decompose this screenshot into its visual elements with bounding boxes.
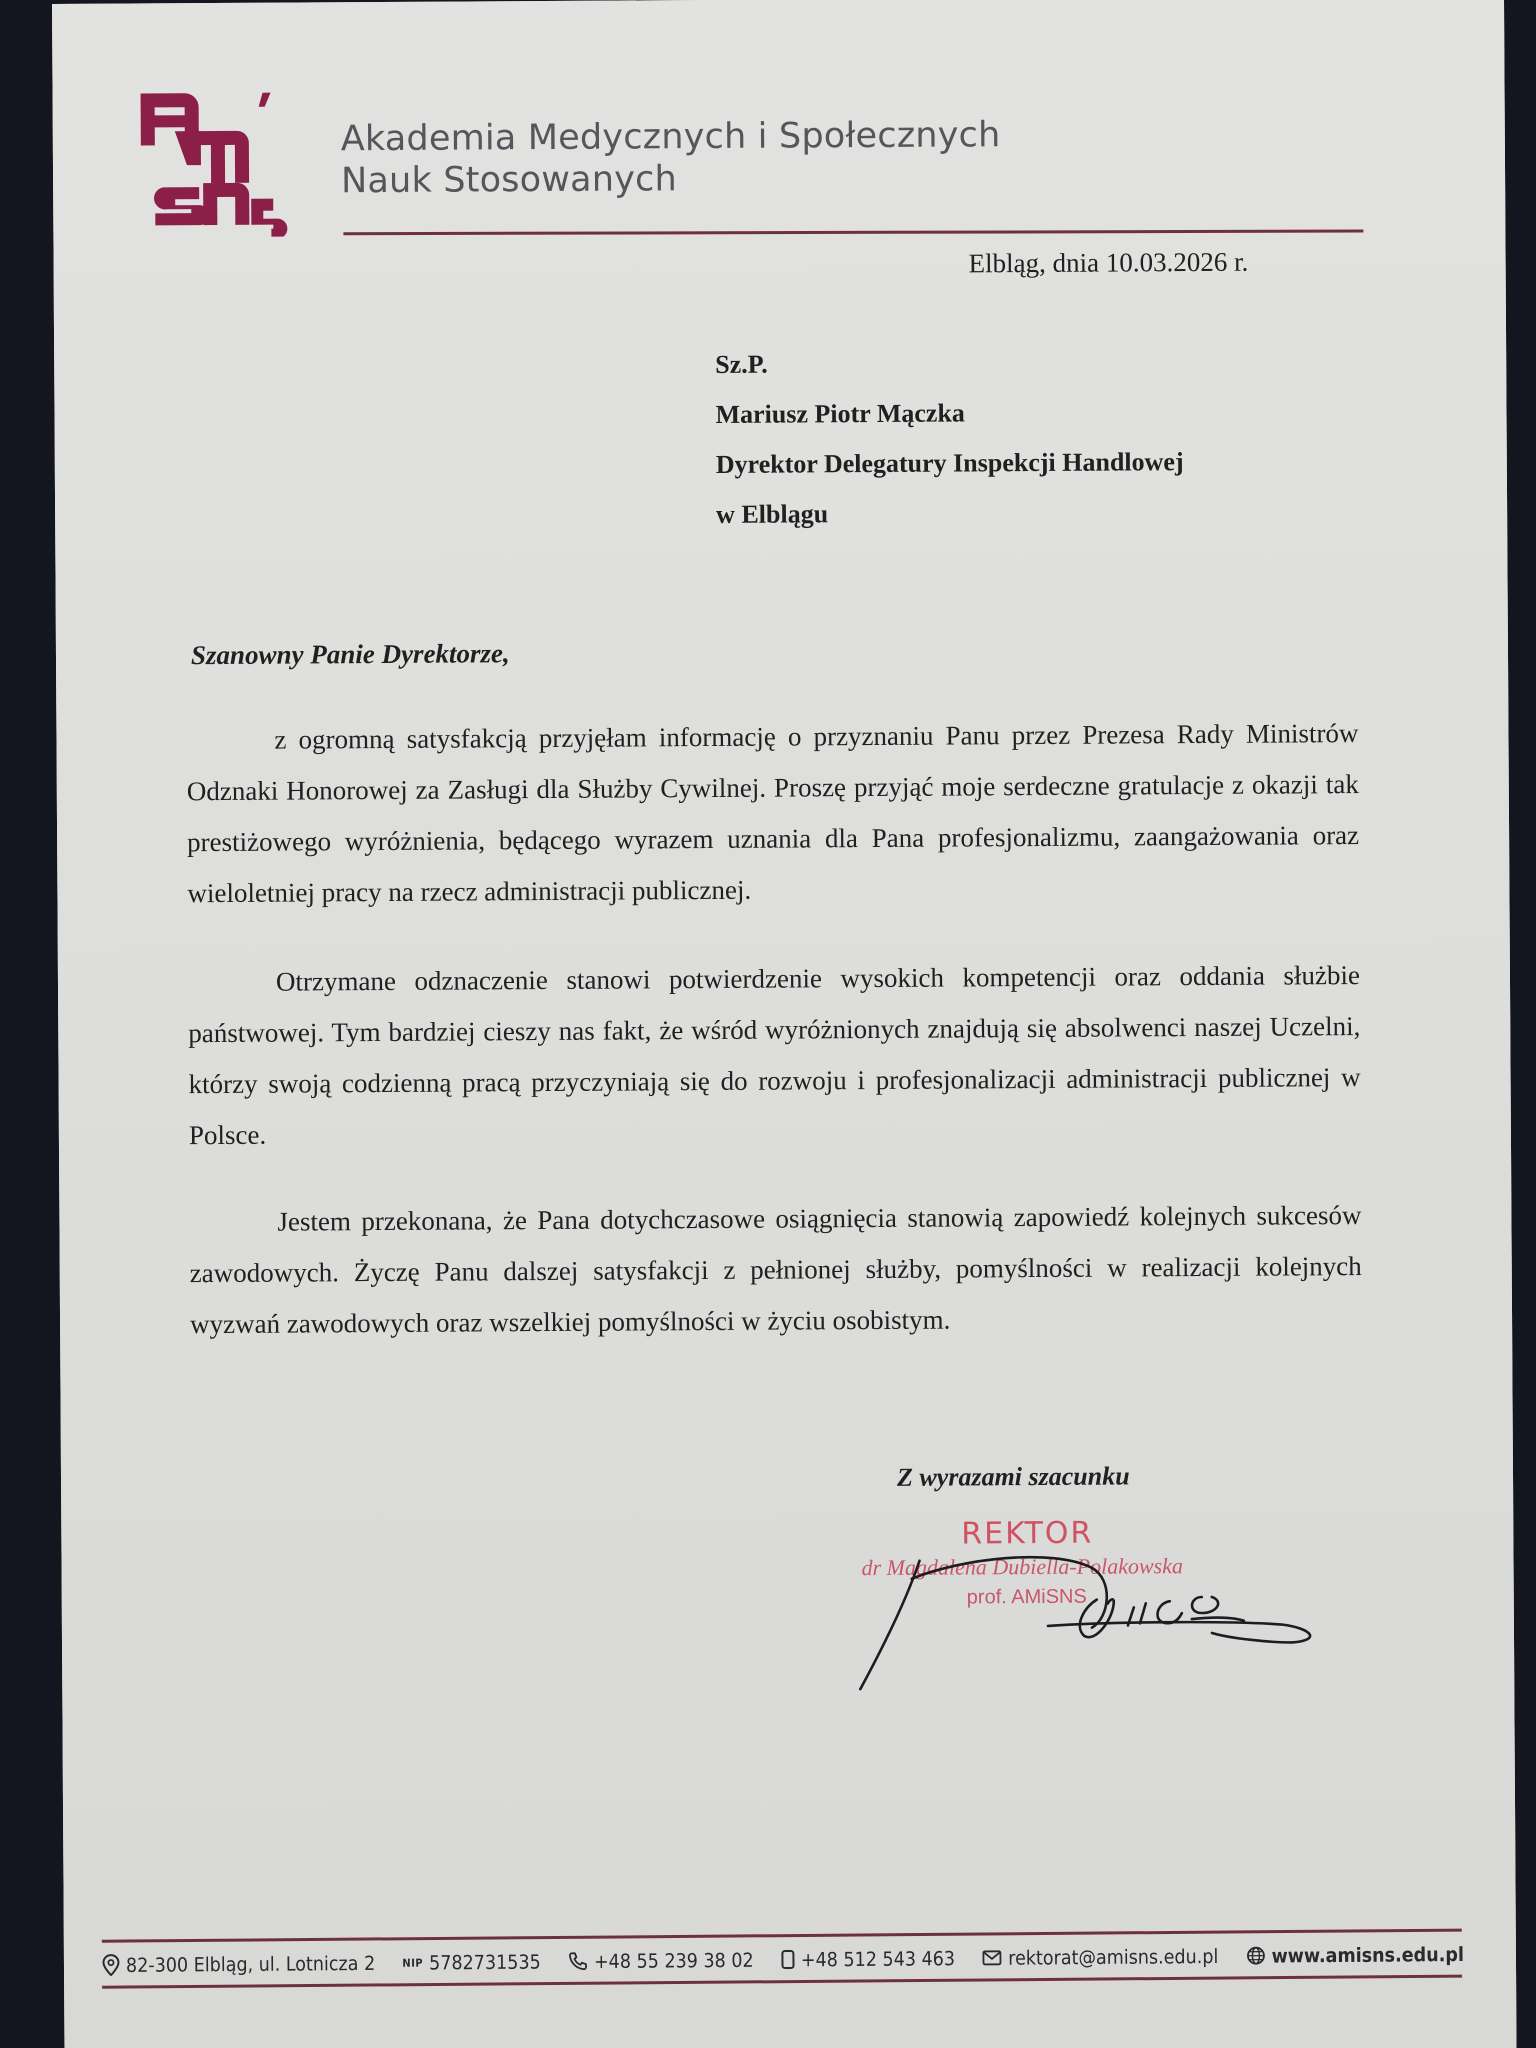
body-paragraph-1: z ogromną satysfakcją przyjęłam informację o przyznaniu Panu przez Prezesa Rady Ministrów Odznaki Honorowej za Zasługi dla Służby Cywilnej. Proszę przyjąć moje serdeczne gratulacje z okazji tak prestiżowego wyróżnienia, będącego wyrazem uznania dla Pana profesjonalizmu, zaangażowania oraz wieloletniej pracy na rzecz administracji publicznej. [186,718,1360,909]
body-paragraph-2: Otrzymane odznaczenie stanowi potwierdzenie wysokich kompetencji oraz oddania służbie państwowej. Tym bardziej cieszy nas fakt, że wśród wyróżnionych znajdują się absolwenci naszej Uczelni, którzy swoją codzienną pracą przyczyniają się do rozwoju i profesjonalizacji administracji publicznej w Polsce. [188,960,1361,1151]
footer-mobile-text: +48 512 543 463 [800,1946,956,1971]
footer-address [102,1951,375,1976]
addressee-position: Dyrektor Delegatury Inspekcji Handlowej [715,447,1184,479]
footer-nip [402,1950,540,1974]
footer-address-text: 82-300 Elbląg, ul. Lotnicza 2 [125,1951,376,1977]
footer-mobile[interactable] [781,1947,955,1971]
stamp-name: dr Magdalena Dubiella-Polakowska [861,1553,1184,1581]
stamp-subtitle: prof. AMiSNS [966,1585,1087,1609]
institution-name-line1: Akademia Medycznych i Społecznych [340,115,1001,160]
header-divider [343,230,1363,236]
addressee-block [715,337,1184,540]
closing-phrase: Z wyrazami szacunku [896,1461,1130,1492]
footer-phone-text: +48 55 239 38 02 [593,1948,754,1973]
addressee-honorific: Sz.P. [715,349,768,379]
footer-email[interactable] [982,1945,1218,1970]
phone-icon [568,1951,588,1971]
handwritten-signature [851,1536,1412,1709]
nip-label: NIP [402,1956,424,1970]
amisns-logo [135,87,296,238]
rector-stamp [861,1515,1241,1609]
location-pin-icon [102,1954,120,1976]
globe-icon [1245,1946,1265,1966]
addressee-location: w Elblągu [716,499,829,529]
footer-phone[interactable] [568,1948,754,1973]
salutation: Szanowny Panie Dyrektorze, [190,638,510,671]
nip-value: 5782731535 [429,1950,541,1974]
date-line: Elbląg, dnia 10.03.2026 r. [968,246,1249,279]
mobile-phone-icon [781,1949,795,1969]
addressee-name: Mariusz Piotr Mączka [715,398,965,429]
footer-website-text: www.amisns.edu.pl [1271,1942,1465,1968]
institution-name-line2: Nauk Stosowanych [340,159,678,202]
stamp-title: REKTOR [961,1515,1094,1552]
letter-page [52,0,1517,2048]
body-paragraph-3: Jestem przekonana, że Pana dotychczasowe osiągnięcia stanowią zapowiedź kolejnych sukcesów zawodowych. Życzę Panu dalszej satysfakcji z pełnionej służby, pomyślności w realizacji kolejnych wyzwań zawodowych oraz wszelkiej pomyślności w życiu osobistym. [189,1200,1362,1340]
footer-website[interactable] [1245,1942,1464,1967]
footer-email-text: rektorat@amisns.edu.pl [1008,1944,1219,1970]
envelope-icon [982,1950,1002,1966]
institution-name [341,114,1001,202]
